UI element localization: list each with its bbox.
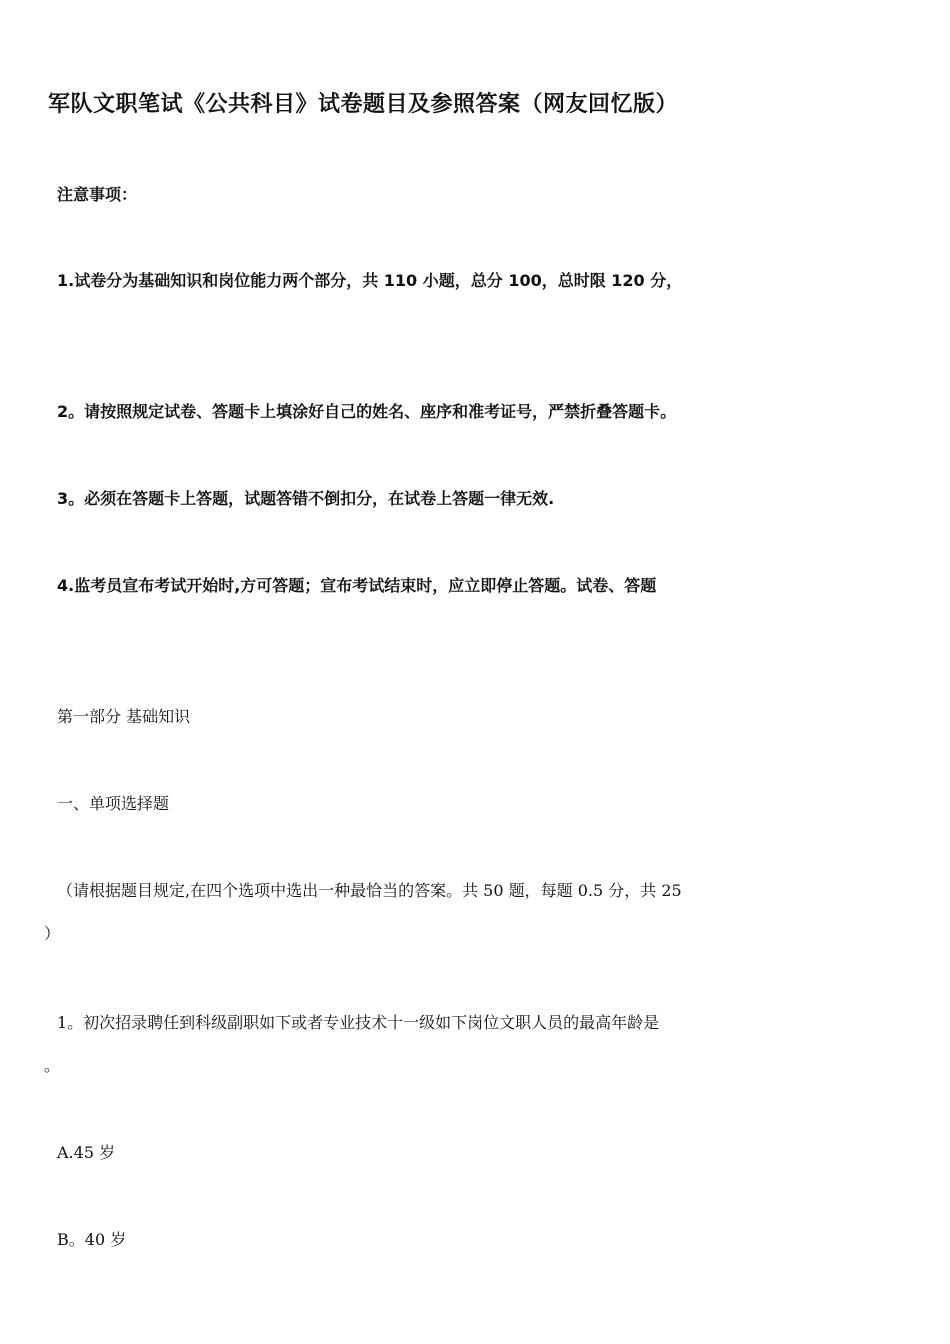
instruction-line-1: （请根据题目规定,在四个选项中选出一种最恰当的答案。共 50 题，每题 0.5 分，共 25: [57, 881, 682, 900]
document-title: 军队文职笔试《公共科目》试卷题目及参照答案（网友回忆版）: [48, 92, 679, 117]
question-1-text: 1。初次招录聘任到科级副职如下或者专业技术十一级如下岗位文职人员的最高年龄是: [57, 1013, 660, 1032]
question-1-continuation: 。: [44, 1056, 61, 1075]
notice-heading: 注意事项：: [57, 185, 138, 204]
notice-item-4: 4.监考员宣布考试开始时,方可答题；宣布考试结束时，应立即停止答题。试卷、答题: [57, 576, 657, 595]
option-a: A.45 岁: [57, 1143, 116, 1162]
instruction-line-2: ）: [44, 924, 61, 943]
section-title: 一、单项选择题: [57, 794, 170, 813]
notice-item-1: 1.试卷分为基础知识和岗位能力两个部分，共 110 小题，总分 100，总时限 120 分，: [57, 271, 683, 290]
notice-item-3: 3。必须在答题卡上答题，试题答错不倒扣分，在试卷上答题一律无效.: [57, 489, 555, 508]
notice-item-2: 2。请按照规定试卷、答题卡上填涂好自己的姓名、座序和准考证号，严禁折叠答题卡。: [57, 402, 677, 421]
part-title: 第一部分 基础知识: [57, 707, 191, 726]
option-b: B。40 岁: [57, 1230, 127, 1249]
